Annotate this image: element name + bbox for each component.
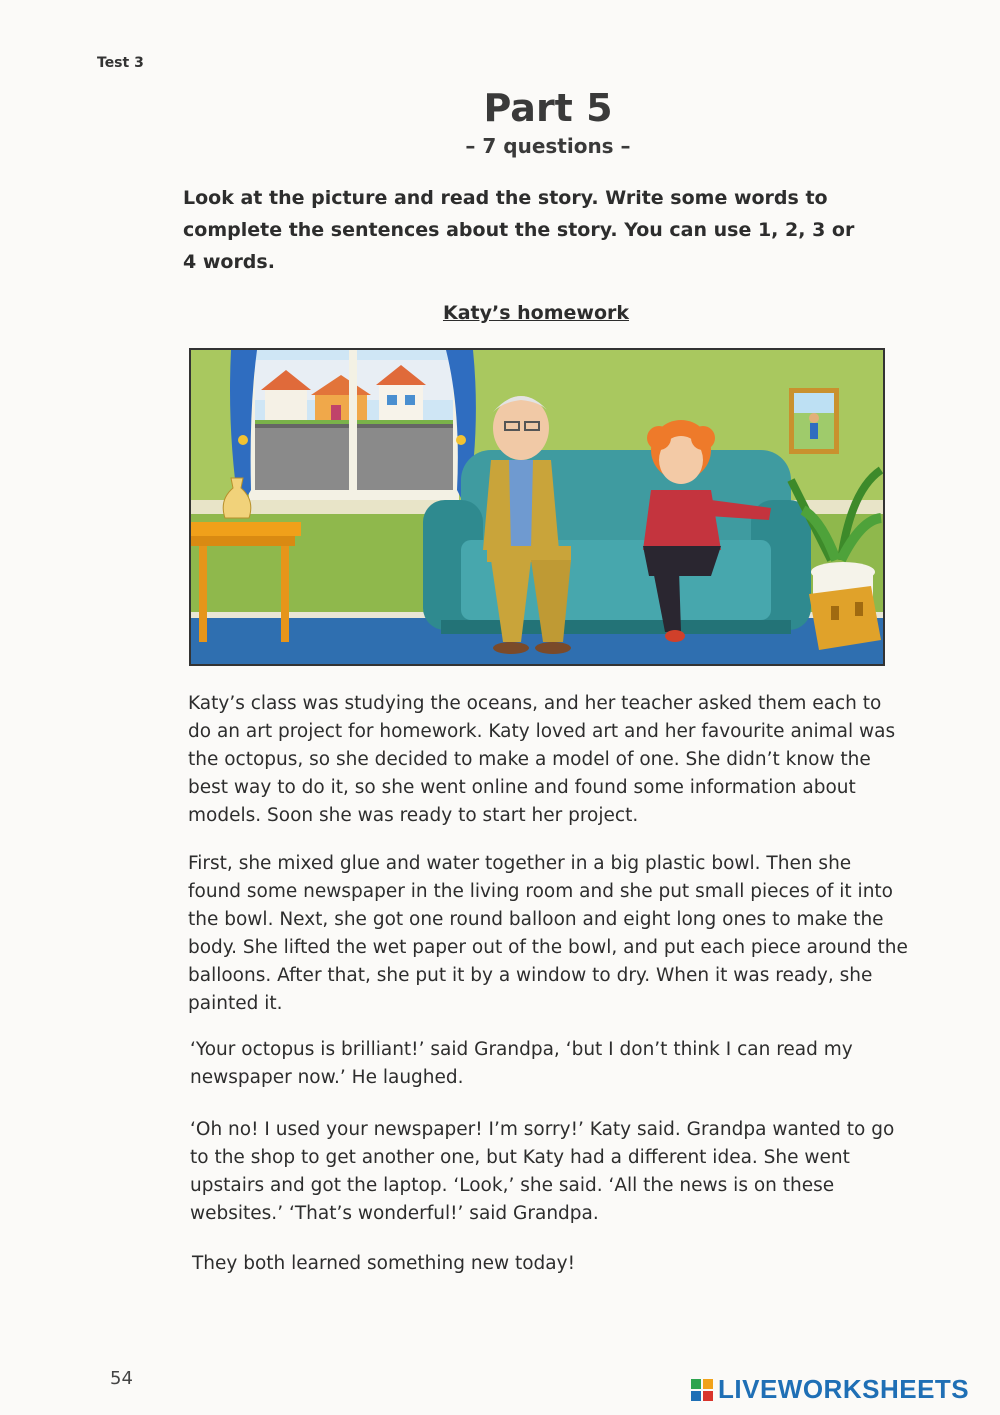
liveworksheets-brand[interactable] — [690, 1374, 969, 1405]
bag — [809, 586, 881, 650]
part-subtitle: – 7 questions – — [465, 134, 631, 158]
instructions: Look at the picture and read the story. Write some words to complete the sentences about the story. You can use 1, 2, 3 or 4 words. — [183, 187, 855, 273]
sofa — [423, 450, 811, 634]
story-paragraph: First, she mixed glue and water together in a big plastic bowl. Then she found some newspaper in the living room and she put small pieces of it into the bowl. Next, she got one round balloon and eight long ones to make the body. She lifted the wet paper out of the bowl, and put each piece around the balloons. After that, she put it by a window to dry. When it was ready, she painted it. — [188, 853, 908, 1014]
page-number: 54 — [110, 1368, 133, 1389]
story-paragraph: Katy’s class was studying the oceans, and her teacher asked them each to do an art project for homework. Katy loved art and her favourite animal was the octopus, so she decided to make a model of one. She didn’t know the best way to do it, so she went online and found some information about models. Soon she was ready to start her project. — [188, 693, 896, 826]
story-paragraph: They both learned something new today! — [192, 1253, 575, 1274]
framed-picture — [789, 388, 839, 454]
part-title: Part 5 — [483, 86, 613, 130]
liveworksheets-logo-icon — [690, 1378, 714, 1402]
title-block — [0, 86, 1000, 158]
test-label: Test 3 — [97, 55, 144, 71]
living-room-illustration — [189, 348, 885, 666]
window — [249, 350, 459, 500]
story-paragraph: ‘Oh no! I used your newspaper! I’m sorry!’ Katy said. Grandpa wanted to go to the shop to get another one, but Katy had a different idea. She went upstairs and got the laptop. ‘Look,’ she said. ‘All the news is on these websites.’ ‘That’s wonderful!’ said Grandpa. — [190, 1119, 895, 1224]
story-paragraph: ‘Your octopus is brilliant!’ said Grandpa, ‘but I don’t think I can read my newspaper now.’ He laughed. — [190, 1039, 853, 1088]
brand-text: LIVEWORKSHEETS — [718, 1374, 970, 1404]
story-title: Katy’s homework — [442, 302, 630, 324]
